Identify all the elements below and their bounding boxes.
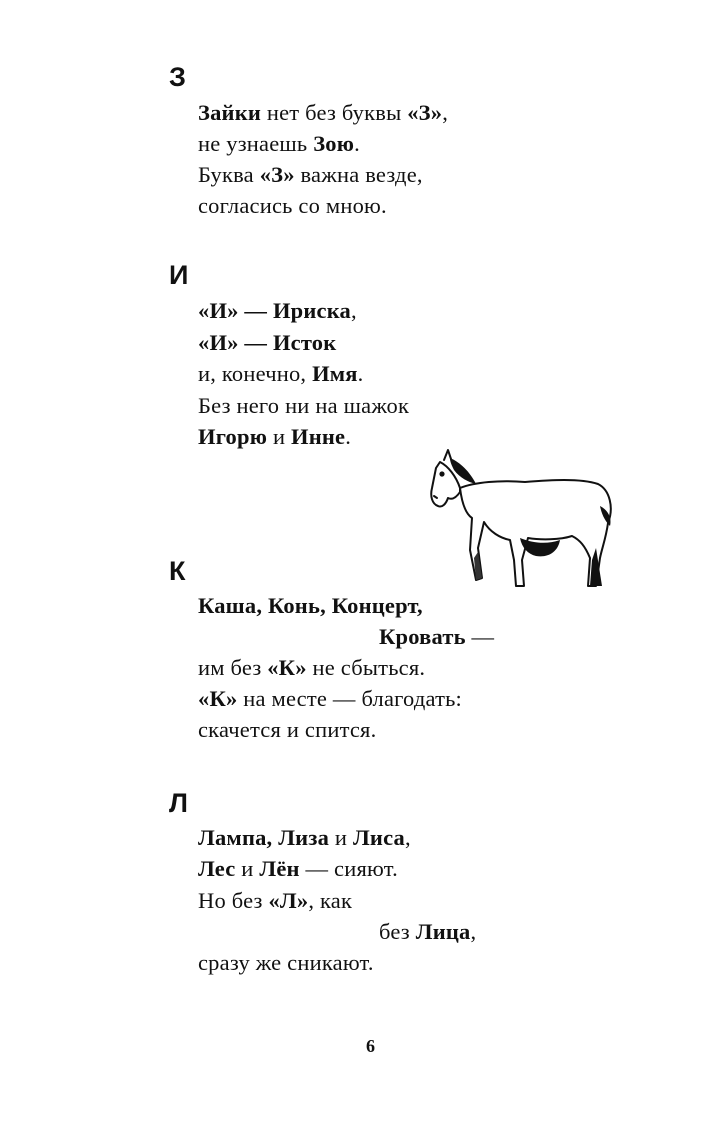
poem-line	[198, 295, 357, 327]
text-run: и	[235, 856, 260, 881]
bold-word: Инне	[291, 424, 346, 449]
text-run: Буква	[198, 162, 260, 187]
text-run: и	[329, 825, 353, 850]
bold-word: Зою	[313, 131, 355, 156]
text-run: , как	[308, 888, 353, 913]
poem-line	[198, 327, 336, 359]
poem-line	[198, 97, 448, 129]
poem-line	[198, 590, 423, 622]
poem-line	[198, 128, 360, 160]
poem-line	[198, 885, 352, 917]
section-letter-i: И	[169, 260, 189, 290]
horse-icon	[430, 448, 615, 593]
poem-line	[198, 683, 462, 715]
text-run: важна везде,	[294, 162, 423, 187]
text-run: — сияют.	[299, 856, 398, 881]
bold-word: «И» — Исток	[198, 330, 337, 355]
text-run: на месте — благодать:	[237, 686, 463, 711]
bold-word: Лампа, Лиза	[198, 825, 330, 850]
section-letter-z: З	[169, 62, 186, 92]
text-run: без	[379, 919, 416, 944]
poem-line	[198, 190, 387, 222]
bold-word: Имя	[312, 361, 358, 386]
bold-word: Лиса	[352, 825, 405, 850]
bold-word: Кровать	[379, 624, 466, 649]
text-run: сразу же сникают.	[198, 950, 374, 975]
text-run: скачется и спится.	[198, 717, 377, 742]
bold-word: «З»	[407, 100, 443, 125]
text-run: Без него ни на шажок	[198, 393, 410, 418]
bold-word: Каша, Конь, Концерт,	[198, 593, 423, 618]
page-number: 6	[366, 1036, 375, 1056]
bold-word: Лица	[415, 919, 471, 944]
section-letter-l: Л	[169, 788, 188, 818]
bold-word: Зайки	[198, 100, 262, 125]
text-run: им без	[198, 655, 268, 680]
bold-word: «З»	[259, 162, 295, 187]
text-run: нет без буквы	[261, 100, 408, 125]
text-run: ,	[470, 919, 477, 944]
text-run: .	[345, 424, 352, 449]
poem-line	[379, 621, 494, 653]
text-run: согласись со мною.	[198, 193, 387, 218]
poem-line	[198, 947, 374, 979]
text-run: и, конечно,	[198, 361, 313, 386]
poem-line	[198, 159, 423, 191]
poem-line	[379, 916, 476, 948]
poem-line	[198, 358, 364, 390]
text-run: —	[465, 624, 495, 649]
text-run: не сбыться.	[306, 655, 426, 680]
bold-word: Лён	[259, 856, 300, 881]
bold-word: «К»	[198, 686, 238, 711]
text-run: не узнаешь	[198, 131, 314, 156]
poem-line	[198, 652, 425, 684]
text-run: ,	[351, 298, 357, 323]
text-run: .	[354, 131, 360, 156]
poem-line	[198, 853, 398, 885]
bold-word: «И» — Ириска	[198, 298, 351, 323]
text-run: ,	[442, 100, 449, 125]
poem-line	[198, 714, 376, 746]
text-run: Но без	[198, 888, 269, 913]
text-run: .	[357, 361, 364, 386]
poem-line	[198, 822, 411, 854]
text-run: и	[267, 424, 292, 449]
bold-word: «К»	[267, 655, 307, 680]
bold-word: Лес	[198, 856, 236, 881]
section-letter-k: К	[169, 556, 186, 586]
poem-line	[198, 421, 351, 453]
bold-word: Игорю	[198, 424, 268, 449]
text-run: ,	[404, 825, 411, 850]
bold-word: «Л»	[268, 888, 309, 913]
poem-line	[198, 390, 409, 422]
